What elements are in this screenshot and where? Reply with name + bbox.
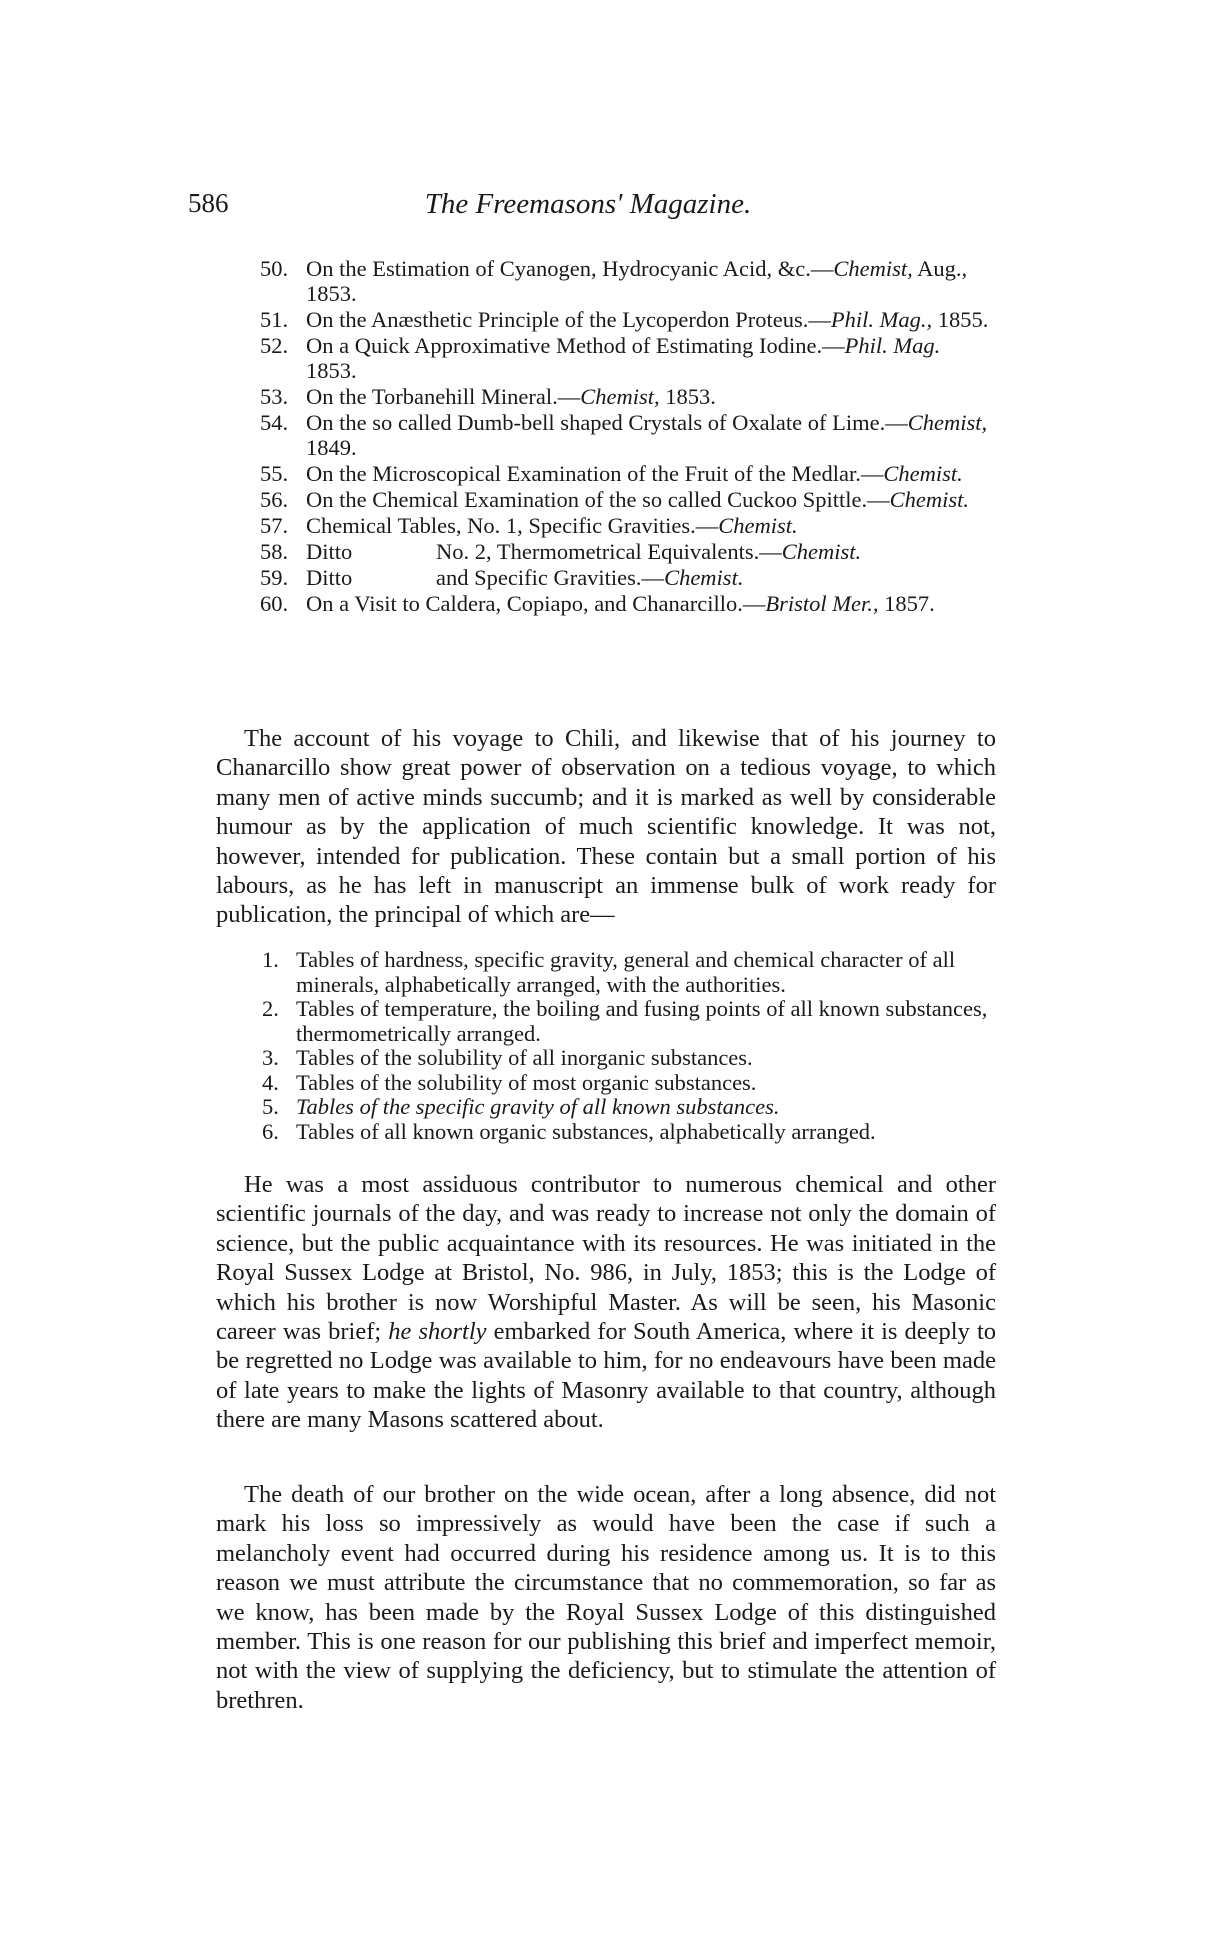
reference-title: On the Torbanehill Mineral.—: [306, 384, 581, 409]
list-item-number: 6.: [262, 1118, 279, 1144]
reference-source: Chemist,: [580, 384, 660, 409]
reference-item: [260, 256, 995, 306]
reference-ditto: Ditto: [306, 565, 353, 590]
reference-title: On the Chemical Examination of the so called Cuckoo Spittle.—: [306, 487, 890, 512]
list-item-text: Tables of temperature, the boiling and fusing points of all known substances, thermometrically arranged.: [296, 996, 988, 1046]
list-item: [262, 997, 997, 1046]
page-number: 586: [188, 188, 229, 218]
reference-date: 1857.: [878, 591, 935, 616]
reference-source: Bristol Mer.,: [765, 591, 879, 616]
reference-item: [260, 384, 995, 409]
list-item-number: 4.: [262, 1069, 279, 1095]
reference-date: 1855.: [932, 307, 989, 332]
list-item: [262, 1071, 997, 1096]
list-item-text: Tables of the solubility of all inorganic substances.: [296, 1045, 753, 1070]
running-title: The Freemasons' Magazine.: [424, 188, 752, 220]
reference-item: [260, 410, 995, 460]
reference-number: 60.: [260, 591, 289, 616]
reference-item: [260, 307, 995, 332]
page-header: [188, 188, 988, 228]
paragraph-text: He was a most assiduous contributor to numerous chemical and other scientific journals of the day, and was ready to increase not only the domain of science, but the public acquaintance with its resources. He was initiated in the Royal Sussex Lodge at Bristol, No. 986, in July, 1853; this is the Lodge of which his brother is now Worshipful Master. As will be seen, his Masonic career was brief;: [216, 1171, 996, 1346]
reference-item: [260, 461, 995, 486]
reference-date: Aug., 1853.: [306, 256, 968, 306]
reference-item: [260, 487, 995, 512]
reference-title: and Specific Gravities.—: [436, 565, 665, 590]
reference-title: No. 2, Thermometrical Equivalents.—: [436, 539, 782, 564]
body-paragraph-contributor: [216, 1170, 996, 1435]
reference-number: 51.: [260, 307, 289, 332]
reference-source: Chemist.: [718, 513, 798, 538]
list-item-number: 1.: [262, 947, 279, 972]
list-item: [262, 1046, 997, 1071]
body-paragraph-voyage: The account of his voyage to Chili, and likewise that of his journey to Chanarcillo show great power of observation on a tedious voyage, to which many men of active minds succumb; and it is marked as well by considerable humour as by the application of much scientific knowledge. It was not, however, intended for publication. These contain but a small portion of his labours, as he has left in manuscript an immense bulk of work ready for publication, the principal of which are—: [216, 725, 996, 929]
reference-list: [260, 256, 995, 617]
reference-number: 57.: [260, 513, 289, 538]
paragraph-text: embarked for South America, where it is deeply to be regretted no Lodge was available to him, for no endeavours have been made of late years to make the lights of Masonry available to that country, although there are many Masons scattered about.: [216, 1318, 996, 1434]
reference-source: Phil. Mag.: [844, 333, 941, 358]
reference-date: 1853.: [659, 384, 716, 409]
reference-source: Chemist.: [889, 487, 970, 512]
list-item-text: Tables of all known organic substances, alphabetically arranged.: [296, 1118, 876, 1144]
list-item-text: Tables of hardness, specific gravity, general and chemical character of all minerals, alphabetically arranged, with the authorities.: [296, 947, 956, 997]
reference-ditto: Ditto: [306, 539, 353, 564]
reference-title: On a Quick Approximative Method of Estimating Iodine.—: [306, 333, 845, 358]
reference-number: 50.: [260, 256, 289, 281]
reference-number: 58.: [260, 539, 289, 564]
list-item: [262, 1095, 997, 1120]
list-item: [262, 1120, 997, 1145]
reference-title: On the Estimation of Cyanogen, Hydrocyanic Acid, &c.—: [306, 256, 834, 281]
body-paragraph-death: The death of our brother on the wide ocean, after a long absence, did not mark his loss so impressively as would have been the case if such a melancholy event had occurred during his residence among us. It is to this reason we must attribute the circumstance that no commemoration, so far as we know, has been made by the Royal Sussex Lodge of this distinguished member. This is one reason for our publishing this brief and imperfect memoir, not with the view of supplying the deficiency, but to stimulate the attention of brethren.: [216, 1481, 996, 1714]
reference-date: 1849.: [306, 435, 357, 460]
list-item-number: 3.: [262, 1045, 279, 1070]
reference-title: On a Visit to Caldera, Copiapo, and Chanarcillo.—: [306, 591, 766, 616]
reference-source: Chemist,: [907, 410, 988, 435]
reference-number: 59.: [260, 565, 289, 590]
reference-source: Chemist.: [883, 461, 963, 486]
reference-source: Chemist.: [664, 565, 744, 590]
list-item: [262, 948, 997, 997]
manuscript-tables-list: [262, 948, 997, 1144]
reference-number: 54.: [260, 410, 289, 435]
reference-title: Chemical Tables, No. 1, Specific Gravities.—: [306, 513, 719, 538]
reference-item: [260, 539, 995, 564]
paragraph-text-italic: he shortly: [381, 1318, 487, 1346]
reference-source: Chemist,: [833, 256, 913, 281]
reference-item: [260, 565, 995, 590]
list-item-number: 2.: [262, 996, 279, 1021]
reference-item: [260, 513, 995, 538]
reference-item: [260, 591, 995, 616]
reference-source: Phil. Mag.,: [830, 307, 933, 332]
reference-number: 52.: [260, 333, 289, 358]
list-item-number: 5.: [262, 1094, 279, 1119]
reference-title: On the so called Dumb-bell shaped Crystals of Oxalate of Lime.—: [306, 410, 908, 435]
reference-title: On the Microscopical Examination of the Fruit of the Medlar.—: [306, 461, 884, 486]
reference-number: 53.: [260, 384, 289, 409]
reference-date: 1853.: [306, 358, 357, 383]
list-item-text: Tables of the solubility of most organic substances.: [296, 1069, 757, 1095]
reference-item: [260, 333, 995, 383]
reference-number: 55.: [260, 461, 289, 486]
list-item-text: Tables of the specific gravity of all known substances.: [296, 1094, 780, 1119]
reference-title: On the Anæsthetic Principle of the Lycoperdon Proteus.—: [306, 307, 831, 332]
reference-source: Chemist.: [781, 539, 862, 564]
reference-number: 56.: [260, 487, 289, 512]
